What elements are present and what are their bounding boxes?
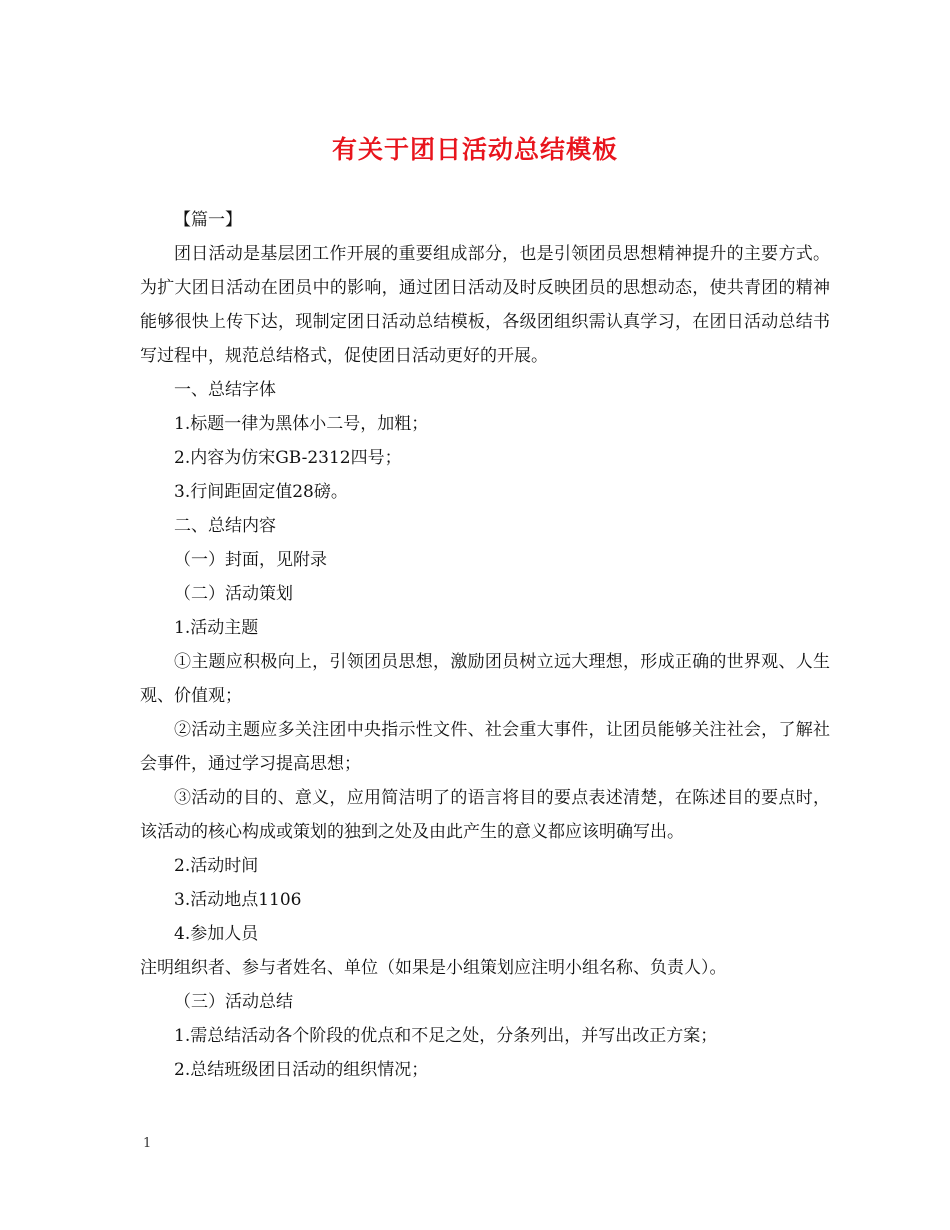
participants-note: 注明组织者、参与者姓名、单位（如果是小组策划应注明小组名称、负责人）。 [140,958,727,978]
page-number: 1 [143,1136,152,1151]
subheading: （二）活动策划 [174,584,293,604]
heading-content-section: 二、总结内容 [174,516,276,536]
list-item: 1.需总结活动各个阶段的优点和不足之处，分条列出，并写出改正方案； [174,1026,718,1046]
subheading: （三）活动总结 [174,992,293,1012]
heading-font-section: 一、总结字体 [174,380,276,400]
document-body [140,203,830,1087]
list-item: 2.总结班级团日活动的组织情况； [174,1060,429,1080]
list-item: 3.活动地点1106 [174,890,302,910]
list-item: 2.内容为仿宋GB-2312四号； [174,448,402,468]
section-heading: 【篇一】 [174,210,242,230]
intro-paragraph: 团日活动是基层团工作开展的重要组成部分，也是引领团员思想精神提升的主要方式。为扩大团日活动在团员中的影响，通过团日活动及时反映团员的思想动态，使共青团的精神能够很快上传下达，现制定团日活动总结模板，各级团组织需认真学习，在团日活动总结书写过程中，规范总结格式，促使团日活动更好的开展。 [140,244,830,366]
list-item: ③活动的目的、意义，应用简洁明了的语言将目的要点表述清楚，在陈述目的要点时，该活动的核心构成或策划的独到之处及由此产生的意义都应该明确写出。 [140,788,830,842]
list-item: 4.参加人员 [174,924,259,944]
list-item: 3.行间距固定值28磅。 [174,482,348,502]
document-title: 有关于团日活动总结模板 [331,135,618,164]
list-item: ②活动主题应多关注团中央指示性文件、社会重大事件，让团员能够关注社会，了解社会事件，通过学习提高思想； [140,720,830,774]
subheading: （一）封面，见附录 [174,550,327,570]
list-item: 1.活动主题 [174,618,259,638]
list-item: 2.活动时间 [174,856,259,876]
list-item: 1.标题一律为黑体小二号，加粗； [174,414,429,434]
list-item: ①主题应积极向上，引领团员思想，激励团员树立远大理想，形成正确的世界观、人生观、价值观； [140,652,830,706]
